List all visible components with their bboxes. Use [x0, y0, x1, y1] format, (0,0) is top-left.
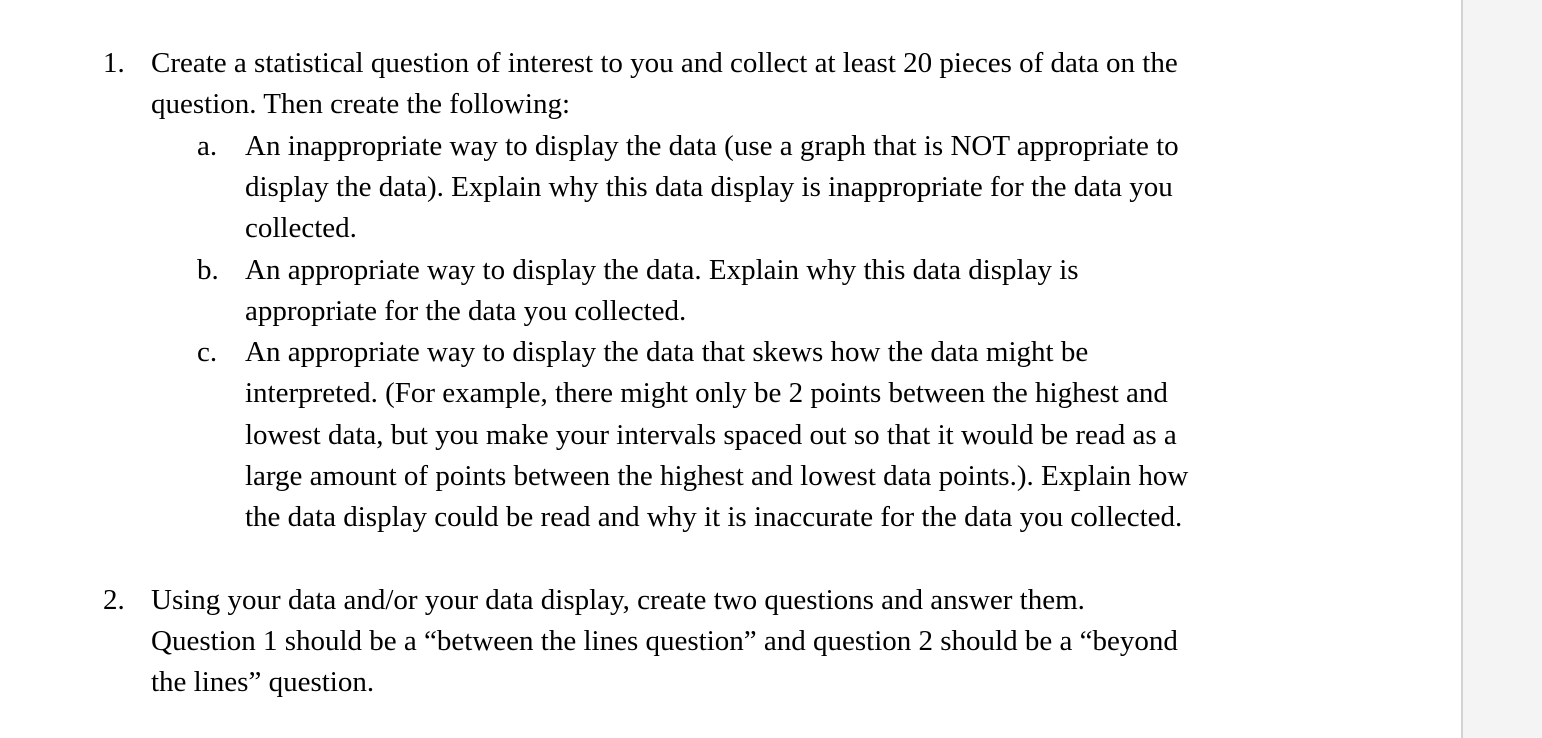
sub-b-line-2: appropriate for the data you collected.: [245, 295, 687, 327]
sub-c-line-2: interpreted. (For example, there might only be 2 points between the highest and: [245, 377, 1168, 409]
sub-c-line-4: large amount of points between the highest and lowest data points.). Explain how: [245, 460, 1189, 492]
list-marker-1: 1.: [103, 47, 125, 79]
sub-marker-b: b.: [197, 254, 219, 286]
item-1-line-2: question. Then create the following:: [151, 88, 571, 120]
list-marker-2: 2.: [103, 584, 125, 616]
side-panel: [1461, 0, 1542, 738]
sub-a-line-3: collected.: [245, 212, 357, 244]
sub-a-line-1: An inappropriate way to display the data (use a graph that is NOT appropriate to: [245, 130, 1179, 162]
sub-marker-c: c.: [197, 336, 218, 368]
item-1-line-1: Create a statistical question of interest to you and collect at least 20 pieces of data on the: [151, 47, 1178, 79]
sub-b-line-1: An appropriate way to display the data. Explain why this data display is: [245, 254, 1079, 286]
sub-c-line-1: An appropriate way to display the data that skews how the data might be: [245, 336, 1089, 368]
sub-c-line-5: the data display could be read and why it is inaccurate for the data you collected.: [245, 501, 1183, 533]
sub-a-line-2: display the data). Explain why this data display is inappropriate for the data you: [245, 171, 1173, 203]
item-2-line-3: the lines” question.: [151, 666, 375, 698]
item-2-line-1: Using your data and/or your data display, create two questions and answer them.: [151, 584, 1085, 616]
sub-marker-a: a.: [197, 130, 218, 162]
sub-c-line-3: lowest data, but you make your intervals spaced out so that it would be read as a: [245, 419, 1177, 451]
item-2-line-2: Question 1 should be a “between the lines question” and question 2 should be a “beyond: [151, 625, 1178, 657]
